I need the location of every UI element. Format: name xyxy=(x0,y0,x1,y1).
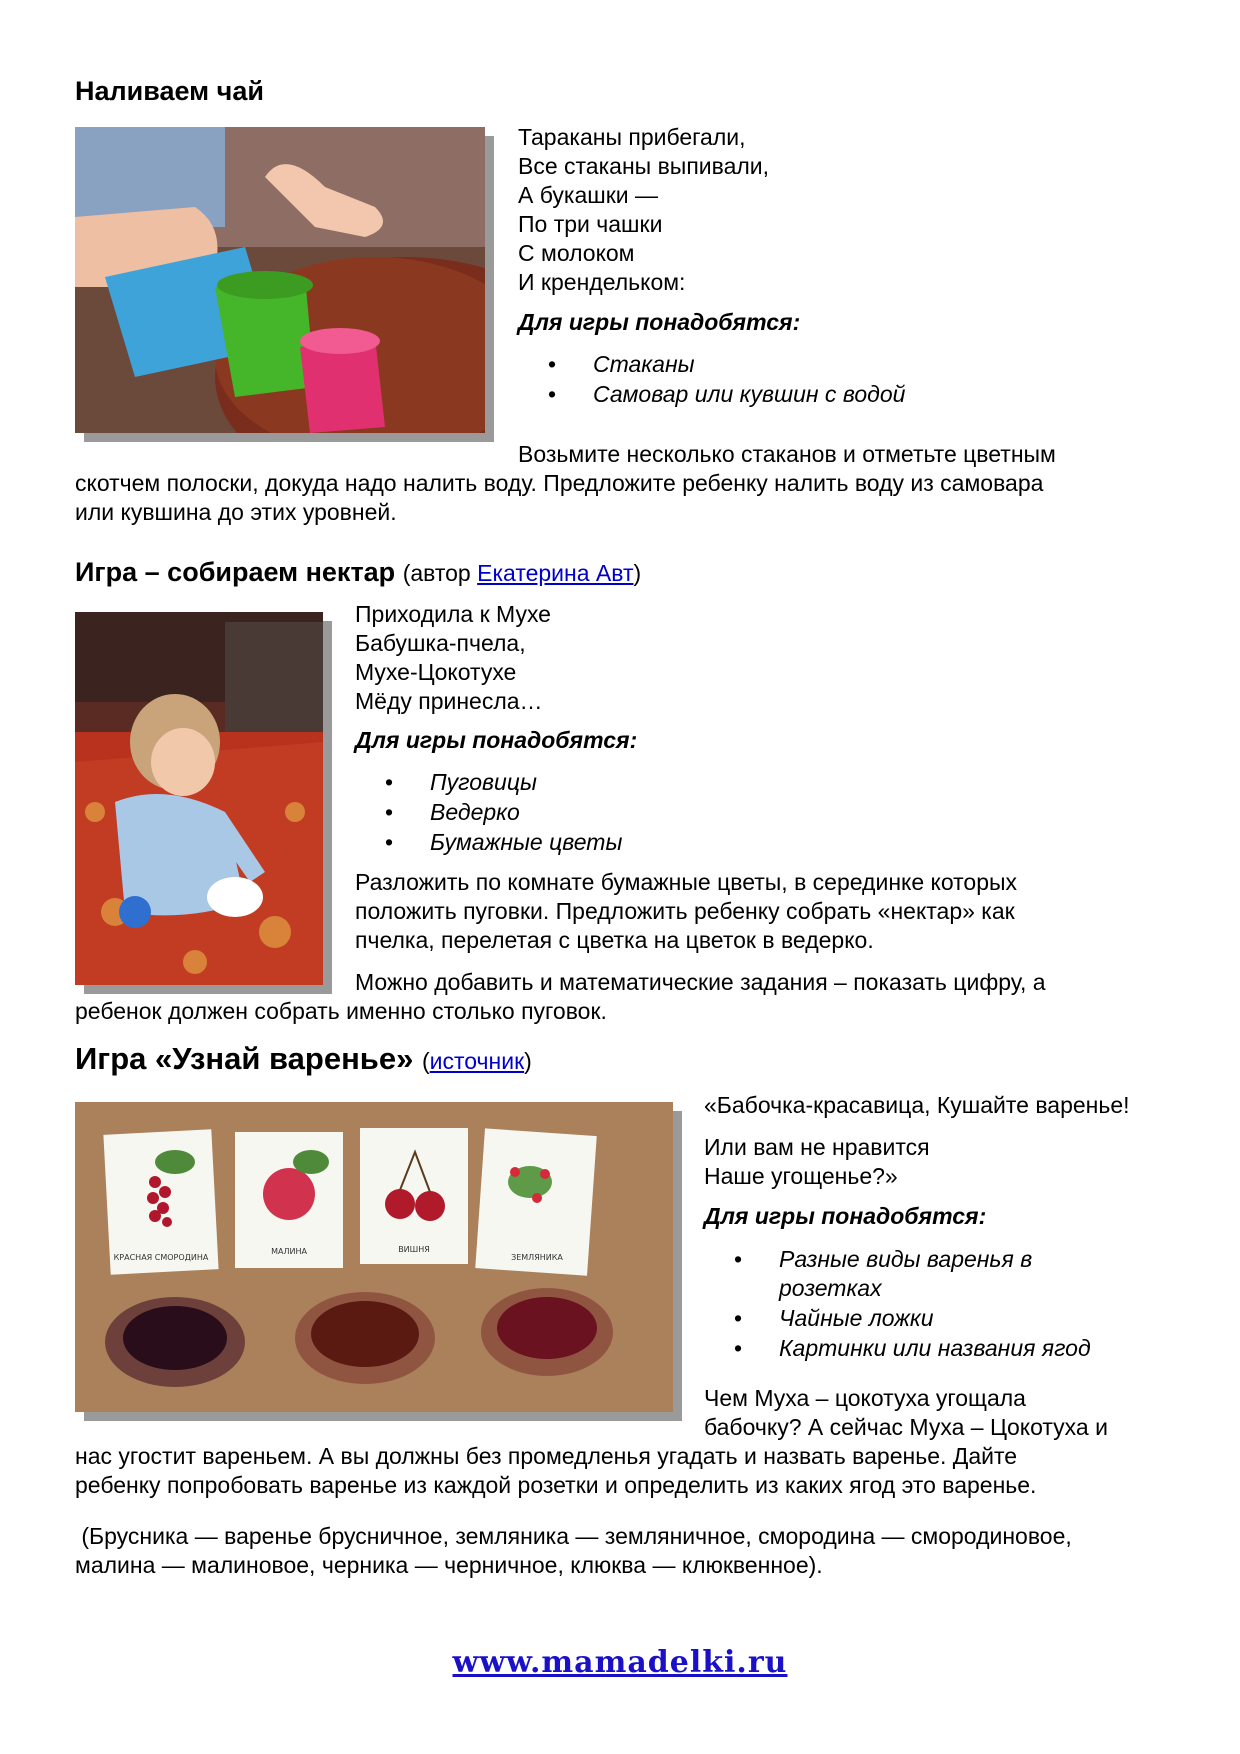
description-line: Чем Муха – цокотуха угощала xyxy=(704,1385,1026,1411)
list-item: • Чайные ложки xyxy=(704,1303,1091,1333)
description-line: ребенку попробовать варенье из каждой розетки и определить из каких ягод это варенье. xyxy=(75,1472,1037,1498)
poem-line: Мухе-Цокотухе xyxy=(355,659,517,685)
description-line: нас угостит вареньем. А вы должны без промедленья угадать и назвать варенье. Дайте xyxy=(75,1443,1018,1469)
poem-line: И крендельком: xyxy=(518,269,686,295)
description-line: Разложить по комнате бумажные цветы, в серединке которых xyxy=(355,869,1018,895)
poem-tea xyxy=(518,123,769,297)
card-label: ВИШНЯ xyxy=(398,1245,430,1254)
photo-child-nectar xyxy=(75,612,323,985)
author-suffix: ) xyxy=(633,560,642,586)
card-label: КРАСНАЯ СМОРОДИНА xyxy=(113,1253,209,1262)
poem-nectar xyxy=(355,600,551,716)
description-line: пчелка, перелетая с цветка на цветок в ведерко. xyxy=(355,927,874,953)
description-line: или кувшина до этих уровней. xyxy=(75,499,397,525)
card-label: МАЛИНА xyxy=(271,1247,307,1256)
jam-bowl xyxy=(481,1288,613,1376)
list-item: • Ведерко xyxy=(355,797,622,827)
section-title-tea: Наливаем чай xyxy=(75,76,264,106)
poem-jam-line1: «Бабочка-красавица, Кушайте варенье! xyxy=(704,1092,1130,1118)
poem-line: А букашки — xyxy=(518,182,659,208)
berry-card xyxy=(475,1128,596,1275)
list-item: • Бумажные цветы xyxy=(355,827,622,857)
poem-line: С молоком xyxy=(518,240,635,266)
berry-note xyxy=(75,1522,1072,1580)
source-link[interactable]: источник xyxy=(429,1048,525,1074)
source-prefix: ( xyxy=(421,1048,430,1074)
section-title-text: Игра – собираем нектар xyxy=(75,557,396,587)
needs-label: Для игры понадобятся: xyxy=(518,309,801,335)
poem-line: По три чашки xyxy=(518,211,663,237)
author-link[interactable]: Екатерина Авт xyxy=(477,560,634,586)
poem-line: Или вам не нравится xyxy=(704,1134,930,1160)
section-title-jam xyxy=(75,1040,532,1080)
list-item-line: розетках xyxy=(779,1275,882,1301)
description-line: положить пуговки. Предложить ребенку собрать «нектар» как xyxy=(355,898,1015,924)
berry-card xyxy=(103,1129,218,1274)
needs-list-nectar xyxy=(355,767,622,857)
description-jam-top xyxy=(704,1384,1108,1442)
berry-card xyxy=(360,1128,468,1264)
description-line: Можно добавить и математические задания – показать цифру, а xyxy=(355,969,1046,995)
card-label: ЗЕМЛЯНИКА xyxy=(511,1253,563,1262)
list-item: • Самовар или кувшин с водой xyxy=(518,379,905,409)
poem-jam xyxy=(704,1133,930,1191)
description-line: Возьмите несколько стаканов и отметьте цветным xyxy=(518,441,1056,467)
jam-bowl xyxy=(105,1297,245,1387)
footer-site-link[interactable]: www.mamadelki.ru xyxy=(452,1645,788,1680)
description-line: бабочку? А сейчас Муха – Цокотуха и xyxy=(704,1414,1108,1440)
list-item: • Пуговицы xyxy=(355,767,622,797)
description-line: ребенок должен собрать именно столько пуговок. xyxy=(75,998,607,1024)
extra-nectar xyxy=(75,968,1175,1026)
jam-bowl xyxy=(295,1292,435,1384)
description-tea xyxy=(75,440,1175,527)
section-title-text: Игра «Узнай варенье» xyxy=(75,1041,414,1076)
poem-line: Все стаканы выпивали, xyxy=(518,153,770,179)
needs-label: Для игры понадобятся: xyxy=(704,1203,987,1229)
poem-line: Приходила к Мухе xyxy=(355,601,551,627)
section-title-nectar xyxy=(75,555,641,590)
description-line: скотчем полоски, докуда надо налить воду. Предложите ребенку налить воду из самовара xyxy=(75,470,1044,496)
author-prefix: (автор xyxy=(402,560,478,586)
list-item xyxy=(704,1245,1091,1303)
description-jam-bottom xyxy=(75,1442,1036,1500)
list-item: • Картинки или названия ягод xyxy=(704,1333,1091,1363)
poem-line: Мёду принесла… xyxy=(355,688,543,714)
photo-jam-cards xyxy=(75,1102,673,1412)
photo-pouring-tea xyxy=(75,127,485,433)
poem-line: Наше угощенье?» xyxy=(704,1163,898,1189)
note-line: (Брусника — варенье брусничное, земляника — земляничное, смородина — смородиновое, xyxy=(75,1523,1072,1549)
list-item-line: • Разные виды варенья в xyxy=(779,1246,1033,1272)
note-line: малина — малиновое, черника — черничное, клюква — клюквенное). xyxy=(75,1552,823,1578)
needs-list-tea xyxy=(518,349,905,409)
needs-label: Для игры понадобятся: xyxy=(355,727,638,753)
needs-list-jam xyxy=(704,1245,1091,1363)
poem-line: Бабушка-пчела, xyxy=(355,630,526,656)
source-suffix: ) xyxy=(524,1048,532,1074)
berry-card xyxy=(235,1132,343,1268)
description-nectar xyxy=(355,868,1017,955)
poem-line: Тараканы прибегали, xyxy=(518,124,746,150)
list-item: • Стаканы xyxy=(518,349,905,379)
footer xyxy=(0,1645,1240,1680)
